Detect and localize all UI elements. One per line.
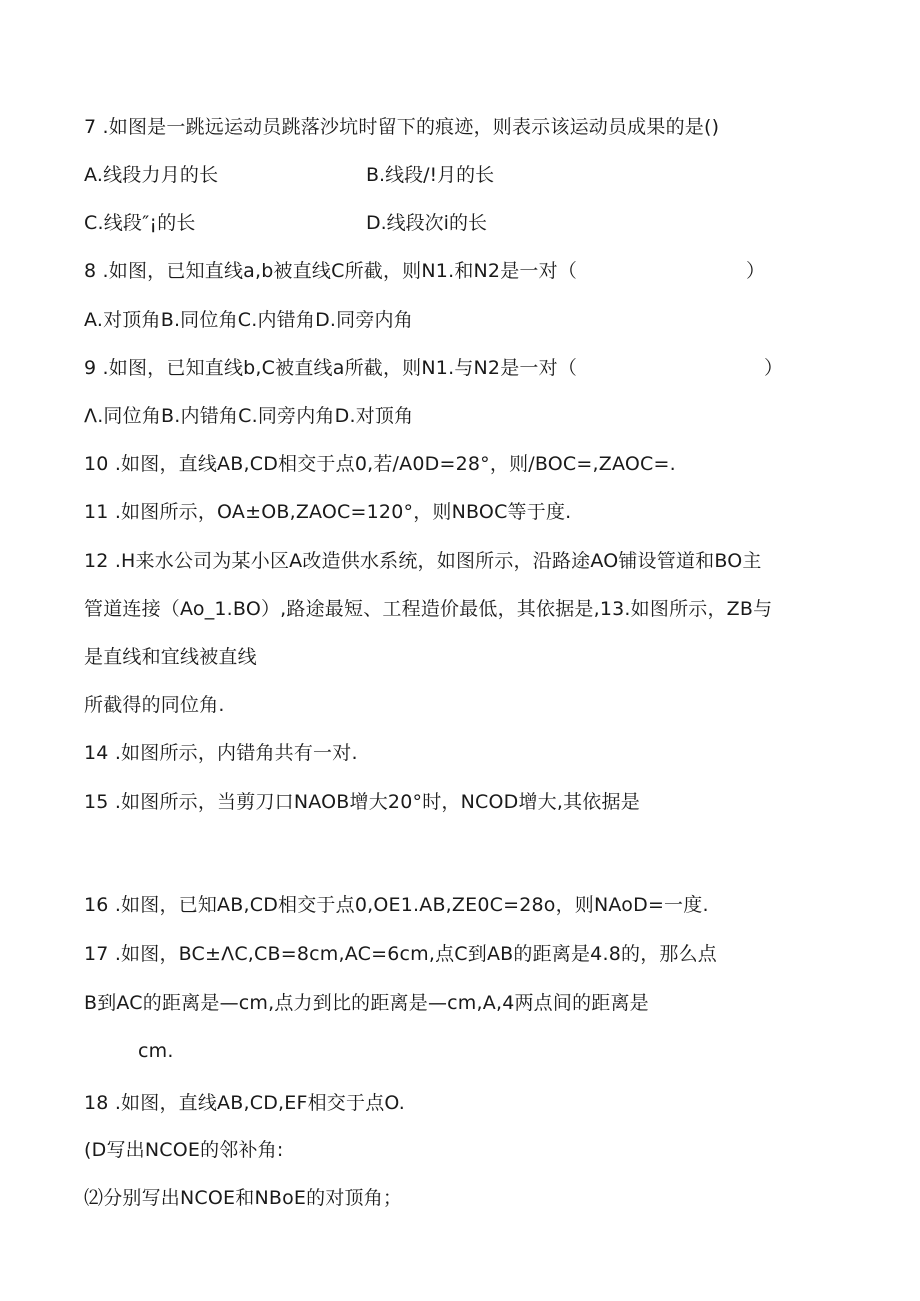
question-14: 14 .如图所示，内错角共有一对. [84,742,358,764]
question-18-part-2: ⑵分别写出NCOE和NBoE的对顶角； [84,1187,403,1209]
question-12-line-4: 所截得的同位角. [84,694,225,716]
question-7-stem: 7 .如图是一跳远运动员跳落沙坑时留下的痕迹，则表示该运动员成果的是() [84,116,720,138]
question-11: 11 .如图所示，OA±OB,ZAOC=120°，则NBOC等于度. [84,501,572,523]
question-9-options: Λ.同位角B.内错角C.同旁内角D.对顶角 [84,405,414,427]
question-9-close-paren: ） [764,357,784,379]
question-12-line-1: 12 .H来水公司为某小区A改造供水系统，如图所示，沿路途AO铺设管道和BO主 [84,550,762,572]
question-12-line-2: 管道连接（Ao_1.BO）,路途最短、工程造价最低，其依据是,13.如图所示，ZB与 [84,598,773,620]
question-7-option-b: B.线段/!月的长 [366,164,495,186]
question-17-line-3: cm. [138,1040,174,1062]
question-7-option-a: A.线段力月的长 [84,164,219,186]
question-17-line-2: B到AC的距离是—cm,点力到比的距离是—cm,A,4两点间的距离是 [84,992,649,1014]
question-7-option-c: C.线段″¡的长 [84,212,196,234]
question-18-stem: 18 .如图，直线AB,CD,EF相交于点O. [84,1092,406,1114]
question-9-stem: 9 .如图，已知直线b,C被直线a所截，则N1.与N2是一对（ [84,357,578,379]
question-12-line-3: 是直线和宜线被直线 [84,646,257,668]
question-8-stem: 8 .如图，已知直线a,b被直线C所截，则N1.和N2是一对（ [84,260,578,282]
question-10: 10 .如图，直线AB,CD相交于点0,若∕A0D=28°，则/BOC=,ZAOC=. [84,453,676,475]
question-8-options: A.对顶角B.同位角C.内错角D.同旁内角 [84,309,413,331]
question-8-close-paren: ） [746,260,766,282]
question-18-part-1: (D写出NCOE的邻补角: [84,1139,284,1161]
question-7-option-d: D.线段次i的长 [366,212,487,234]
question-15: 15 .如图所示，当剪刀口NAOB增大20°时，NCOD增大,其依据是 [84,791,640,813]
question-16: 16 .如图，已知AB,CD相交于点0,OE1.AB,ZE0C=28o，则NAoD=一度. [84,894,709,916]
question-17-line-1: 17 .如图，BC±ΛC,CB=8cm,AC=6cm,点C到AB的距离是4.8的，那么点 [84,943,717,965]
